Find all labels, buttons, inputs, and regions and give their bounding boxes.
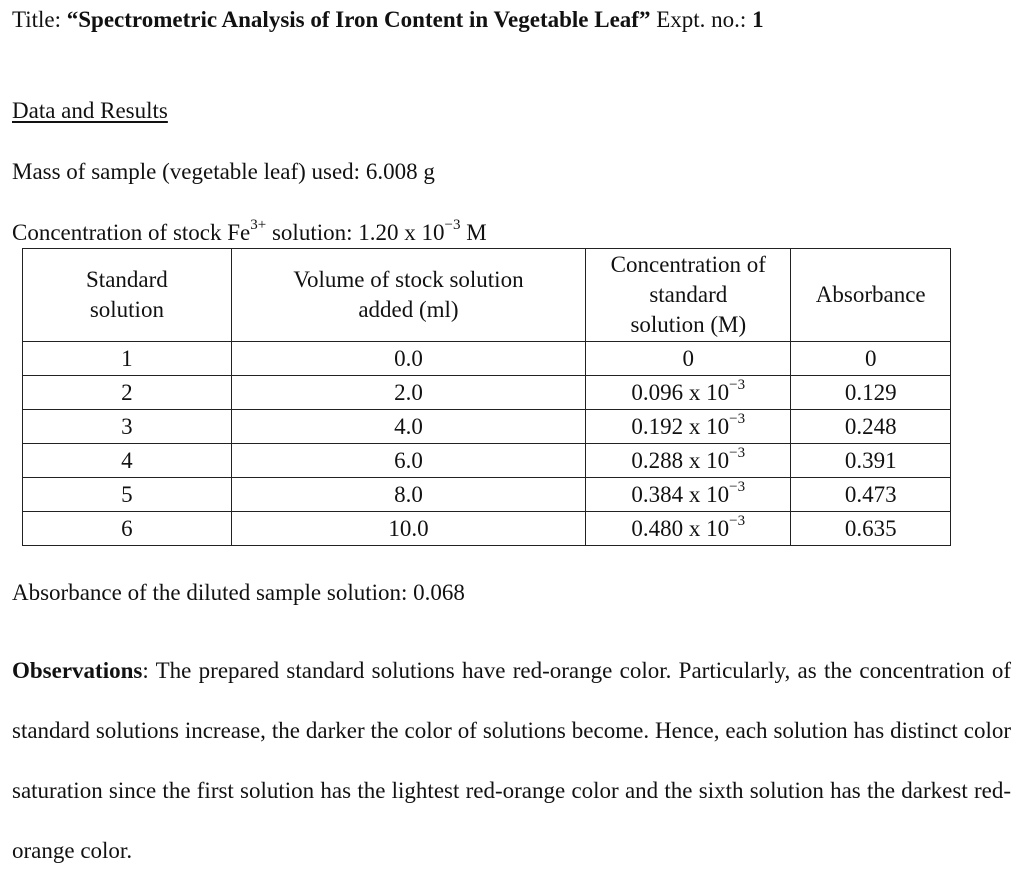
- cell-absorbance: 0: [791, 342, 951, 376]
- table-row: [23, 512, 951, 546]
- cell-concentration: 0.288 x $10^{-3}$: [586, 444, 791, 478]
- cell-volume: 6.0: [231, 444, 585, 478]
- expt-number: 1: [752, 7, 764, 32]
- table-row: [23, 342, 951, 376]
- cell-volume: 4.0: [231, 410, 585, 444]
- header-volume-stock: Volume of stock solution added (ml): [231, 249, 585, 342]
- cell-absorbance: 0.635: [791, 512, 951, 546]
- table-row: [23, 478, 951, 512]
- header-absorbance: Absorbance: [791, 249, 951, 342]
- cell-concentration: 0.096 x $10^{-3}$: [586, 376, 791, 410]
- cell-volume: 2.0: [231, 376, 585, 410]
- cell-standard: 1: [23, 342, 232, 376]
- diluted-absorbance-line: [12, 579, 465, 607]
- section-heading: Data and Results: [12, 98, 168, 123]
- cell-volume: 0.0: [231, 342, 585, 376]
- standards-table: [22, 248, 951, 546]
- stock-label: Concentration of stock Fe: [12, 220, 251, 245]
- observations-label: Observations: [12, 658, 143, 683]
- table-row: [23, 444, 951, 478]
- title-text: “Spectrometric Analysis of Iron Content in Vegetable Leaf”: [66, 7, 651, 32]
- cell-standard: 4: [23, 444, 232, 478]
- header-standard-solution: Standard solution: [23, 249, 232, 342]
- cell-concentration: 0.480 x $10^{-3}$: [586, 512, 791, 546]
- document-title: [12, 6, 764, 34]
- table-header-row: [23, 249, 951, 342]
- cell-standard: 3: [23, 410, 232, 444]
- table-row: [23, 376, 951, 410]
- stock-unit: M: [460, 220, 487, 245]
- cell-concentration: 0: [586, 342, 791, 376]
- mass-label: Mass of sample (vegetable leaf) used:: [12, 159, 366, 184]
- header-concentration: Concentration of standard solution (M): [586, 249, 791, 342]
- stock-label-post: solution:: [266, 220, 359, 245]
- table-row: [23, 410, 951, 444]
- cell-standard: 2: [23, 376, 232, 410]
- cell-absorbance: 0.248: [791, 410, 951, 444]
- cell-concentration: 0.192 x $10^{-3}$: [586, 410, 791, 444]
- stock-value: 1.20 x 10: [358, 220, 445, 245]
- cell-standard: 5: [23, 478, 232, 512]
- cell-standard: 6: [23, 512, 232, 546]
- cell-absorbance: 0.391: [791, 444, 951, 478]
- expt-label: Expt. no.:: [650, 7, 753, 32]
- cell-absorbance: 0.129: [791, 376, 951, 410]
- stock-exponent: −3: [444, 217, 461, 234]
- cell-concentration: 0.384 x $10^{-3}$: [586, 478, 791, 512]
- stock-concentration-line: [12, 219, 487, 247]
- observations-text: : The prepared standard solutions have red-orange color. Particularly, as the concentration of standard solutions increase, the darker the color of solutions become. Hence, each solution has distinct color saturation since the first solution has the lightest red-orange color and the sixth solution has the darkest red-orange color.: [12, 658, 1011, 863]
- stock-charge: 3+: [250, 217, 267, 234]
- cell-volume: 10.0: [231, 512, 585, 546]
- observations-paragraph: [12, 641, 1011, 881]
- cell-absorbance: 0.473: [791, 478, 951, 512]
- title-label: Title:: [12, 7, 67, 32]
- diluted-label: Absorbance of the diluted sample solution:: [12, 580, 414, 605]
- mass-value: 6.008 g: [365, 159, 435, 184]
- cell-volume: 8.0: [231, 478, 585, 512]
- diluted-value: 0.068: [413, 580, 465, 605]
- mass-line: [12, 158, 435, 186]
